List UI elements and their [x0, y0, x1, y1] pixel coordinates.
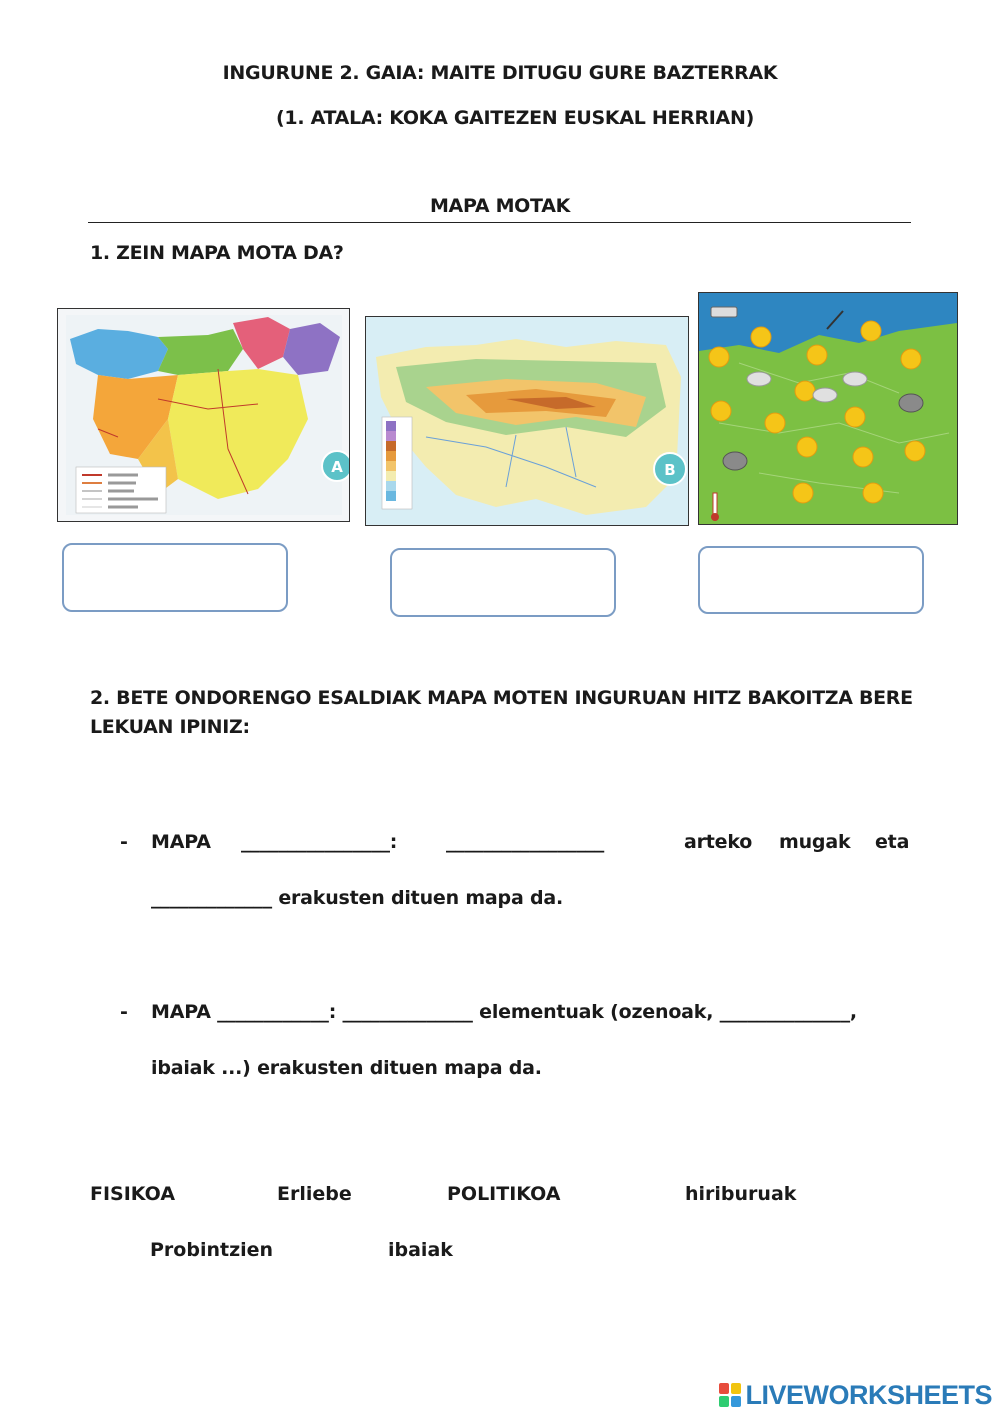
word-bank-fisikoa[interactable]: FISIKOA	[90, 1183, 176, 1205]
sentence-1-word-mapa: MAPA	[151, 831, 211, 853]
word-bank-politikoa[interactable]: POLITIKOA	[447, 1183, 561, 1205]
sentence-2-line-1[interactable]: MAPA ____________: ______________ elementuak (ozenoak, ______________,	[151, 1001, 857, 1023]
logo-text: LIVEWORKSHEETS	[745, 1379, 992, 1410]
sentence-2-line-2: ibaiak ...) erakusten dituen mapa da.	[151, 1057, 542, 1079]
question-2-label-line2: LEKUAN IPINIZ:	[90, 716, 250, 738]
sentence-1-blank-1[interactable]: ________________:	[241, 831, 398, 853]
worksheet-title: INGURUNE 2. GAIA: MAITE DITUGU GURE BAZTERRAK	[222, 62, 778, 84]
political-map-image	[57, 308, 350, 522]
word-bank-probintzien[interactable]: Probintzien	[150, 1239, 274, 1261]
word-bank-ibaiak[interactable]: ibaiak	[388, 1239, 453, 1261]
map-a-badge: A	[331, 458, 343, 476]
political-map-graphic	[58, 309, 349, 521]
sentence-1-line-2[interactable]: _____________ erakusten dituen mapa da.	[151, 887, 564, 909]
word-bank-erliebe[interactable]: Erliebe	[277, 1183, 352, 1205]
liveworksheets-logo	[719, 1378, 992, 1412]
sentence-1-word-eta: eta	[875, 831, 910, 853]
sentence-1-bullet: -	[120, 831, 128, 853]
sentence-2-bullet: -	[120, 1001, 128, 1023]
word-bank-hiriburuak[interactable]: hiriburuak	[685, 1183, 797, 1205]
worksheet-subtitle: (1. ATALA: KOKA GAITEZEN EUSKAL HERRIAN)	[276, 107, 754, 129]
physical-map-image	[365, 316, 689, 526]
logo-grid-icon	[719, 1383, 741, 1407]
answer-box-map-a[interactable]	[62, 543, 288, 612]
weather-map-graphic	[699, 293, 957, 524]
answer-box-map-b[interactable]	[390, 548, 616, 617]
section-divider	[88, 222, 911, 223]
sentence-1-word-arteko: arteko	[684, 831, 753, 853]
section-title: MAPA MOTAK	[429, 195, 571, 217]
weather-map-image	[698, 292, 958, 525]
question-1-label: 1. ZEIN MAPA MOTA DA?	[90, 242, 344, 264]
sentence-1-blank-2[interactable]: _________________	[446, 831, 605, 853]
physical-map-graphic	[366, 317, 688, 525]
answer-box-map-c[interactable]	[698, 546, 924, 614]
sentence-1-word-mugak: mugak	[779, 831, 851, 853]
question-2-label-line1: 2. BETE ONDORENGO ESALDIAK MAPA MOTEN INGURUAN HITZ BAKOITZA BERE	[90, 687, 913, 709]
map-b-badge: B	[664, 461, 676, 479]
